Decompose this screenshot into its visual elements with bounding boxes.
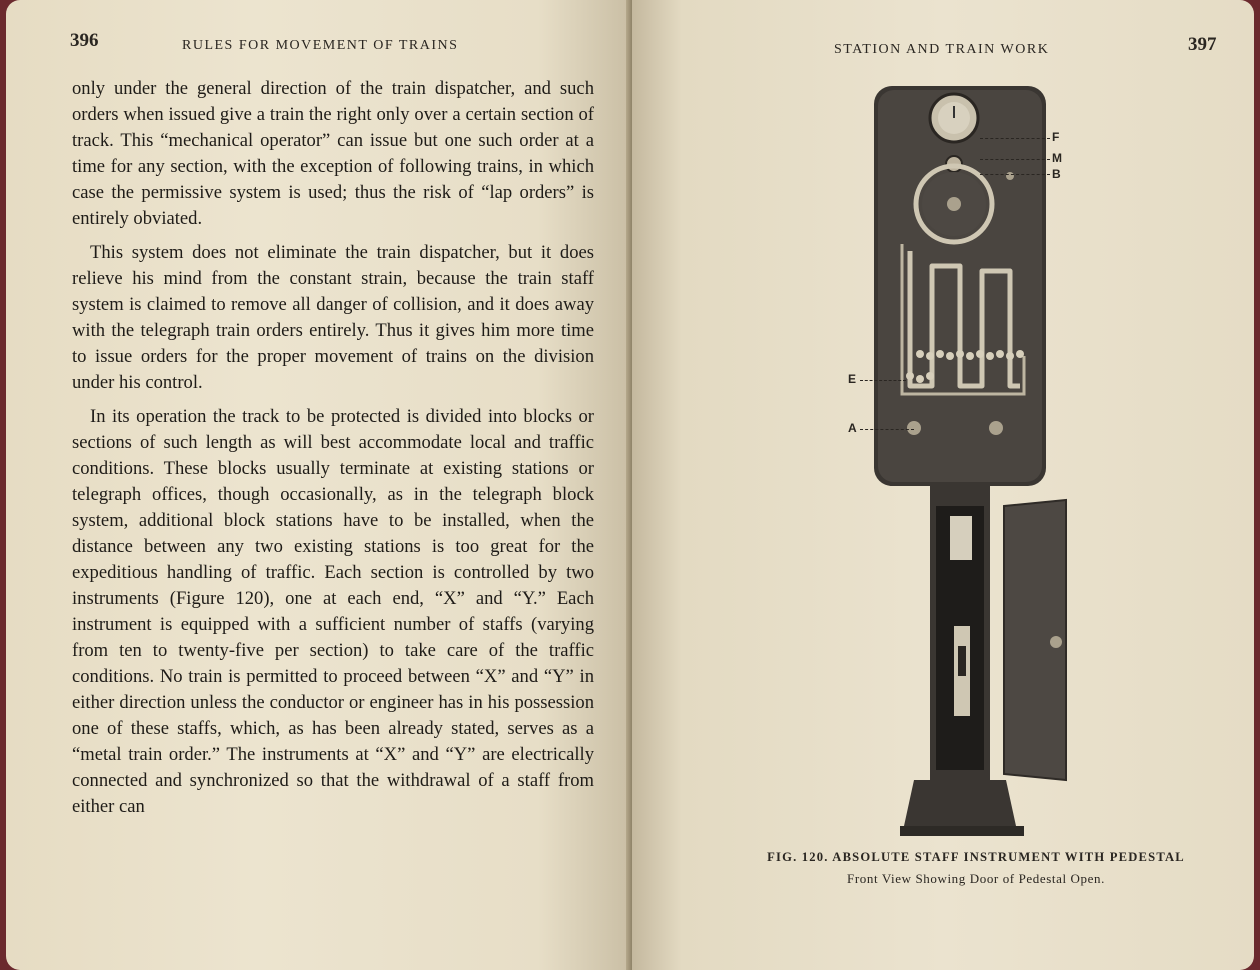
right-running-head: STATION AND TRAIN WORK <box>834 42 1050 57</box>
right-page-number: 397 <box>1188 34 1217 55</box>
left-page <box>6 0 632 970</box>
staff-instrument-illustration <box>870 86 1110 840</box>
label-a: A <box>848 421 857 435</box>
leader-f <box>980 138 1050 139</box>
label-f: F <box>1052 130 1060 144</box>
left-running-head: RULES FOR MOVEMENT OF TRAINS <box>182 38 459 53</box>
caption-title: FIG. 120. ABSOLUTE STAFF INSTRUMENT WITH PEDESTAL <box>767 850 1185 864</box>
paragraph-1: only under the general direction of the train dispatcher, and such orders when issued give a train the right only over a certain section of track. This “mechanical operator” can issue but one such order at a time for any section, with the exception of following trains, in which case the permissive system is used; thus the risk of “lap orders” is entirely obviated. <box>72 78 594 229</box>
label-e: E <box>848 372 857 386</box>
paragraph-2: This system does not eliminate the train dispatcher, but it does relieve his mind from the constant strain, because the train staff system is claimed to remove all danger of collision, and it does away with the telegraph train orders entirely. Thus it gives him more time to issue orders for the proper movement of trains on the division under his control. <box>72 242 594 393</box>
leader-a <box>860 429 914 430</box>
label-m: M <box>1052 151 1062 165</box>
left-body-text <box>72 76 594 828</box>
paragraph-3: In its operation the track to be protected is divided into blocks or sections of such length as will best accommodate local and traffic conditions. These blocks usually terminate at existing stations or telegraph offices, though occasionally, as in the telegraph block system, additional block stations have to be installed, when the distance between any two existing stations is too great for the expeditious handling of traffic. Each section is controlled by two instruments (Figure 120), one at each end, “X” and “Y.” Each instrument is equipped with a sufficient number of staffs (varying from ten to twenty-five per section) to take care of the traffic conditions. No train is permitted to proceed between “X” and “Y” in either direction unless the conductor or engineer has in his possession one of these staffs, which, as has been already stated, serves as a “metal train order.” The instruments at “X” and “Y” are electrically connected and synchronized so that the withdrawal of a staff from either can <box>72 406 594 817</box>
leader-m <box>980 159 1050 160</box>
label-b: B <box>1052 167 1061 181</box>
leader-e <box>860 380 906 381</box>
caption-subtitle: Front View Showing Door of Pedestal Open. <box>847 871 1105 886</box>
right-page <box>632 0 1254 970</box>
left-page-number: 396 <box>70 30 99 51</box>
leader-b <box>980 174 1050 175</box>
staff-instrument-figure <box>848 86 1110 840</box>
figure-caption <box>716 850 1236 887</box>
